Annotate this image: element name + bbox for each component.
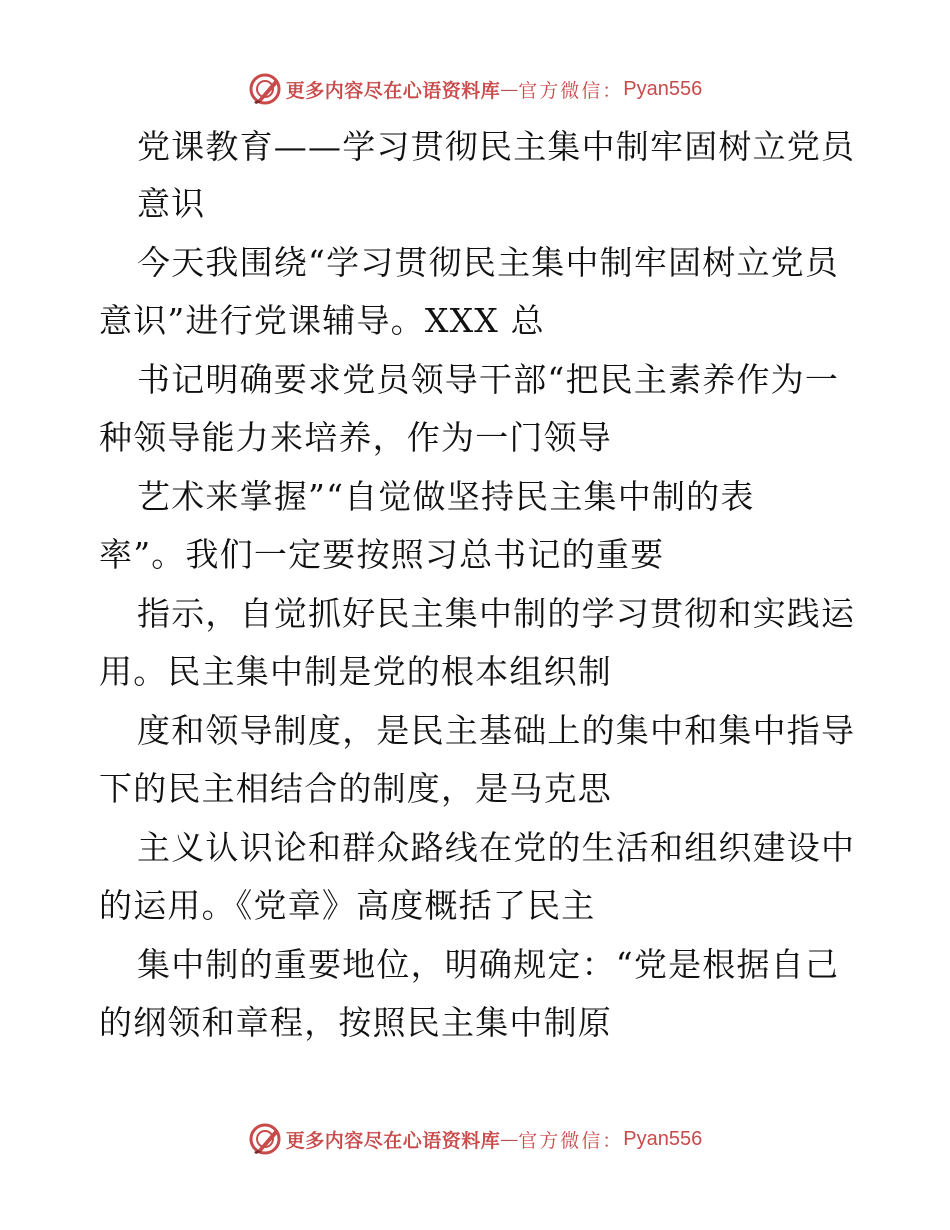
paragraph-line: 的纲领和章程，按照民主集中制原 (99, 1003, 612, 1042)
brand-logo-icon (248, 1122, 282, 1156)
banner-wechat-label: 官方微信： (518, 1129, 624, 1152)
banner-wechat-id: Pyan556 (623, 1127, 703, 1150)
header-banner (0, 72, 950, 106)
paragraph-line: 率”。我们一定要按照习总书记的重要 (99, 535, 665, 574)
document-title-line-1: 党课教育——学习贯彻民主集中制牢固树立党员 (137, 127, 856, 166)
paragraph-line: 书记明确要求党员领导干部“把民主素养作为一 (137, 360, 840, 399)
brand-logo-icon (248, 72, 282, 106)
paragraph-line: 意识”进行党课辅导。XXX 总 (99, 301, 545, 340)
paragraph-line: 的运用。《党章》高度概括了民主 (99, 886, 596, 925)
paragraph-line: 今天我围绕“学习贯彻民主集中制牢固树立党员 (137, 243, 840, 282)
paragraph-line: 指示，自觉抓好民主集中制的学习贯彻和实践运 (137, 594, 856, 633)
banner-brand-text: 更多内容尽在心语资料库 (285, 79, 501, 102)
paragraph-line: 用。民主集中制是党的根本组织制 (99, 652, 612, 691)
paragraph-line: 度和领导制度，是民主基础上的集中和集中指导 (137, 711, 856, 750)
paragraph-line: 艺术来掌握”“自觉做坚持民主集中制的表 (137, 477, 755, 516)
paragraph-line: 主义认识论和群众路线在党的生活和组织建设中 (137, 828, 856, 867)
banner-dash: — (500, 78, 519, 100)
banner-dash: — (500, 1128, 519, 1150)
banner-wechat-label: 官方微信： (518, 79, 624, 102)
paragraph-line: 下的民主相结合的制度，是马克思 (99, 769, 612, 808)
footer-banner (0, 1122, 950, 1156)
document-title-line-2: 意识 (137, 184, 206, 223)
paragraph-line: 集中制的重要地位，明确规定：“党是根据自己 (137, 945, 840, 984)
banner-wechat-id: Pyan556 (623, 77, 703, 100)
paragraph-line: 种领导能力来培养，作为一门领导 (99, 418, 612, 457)
banner-brand-text: 更多内容尽在心语资料库 (285, 1129, 501, 1152)
